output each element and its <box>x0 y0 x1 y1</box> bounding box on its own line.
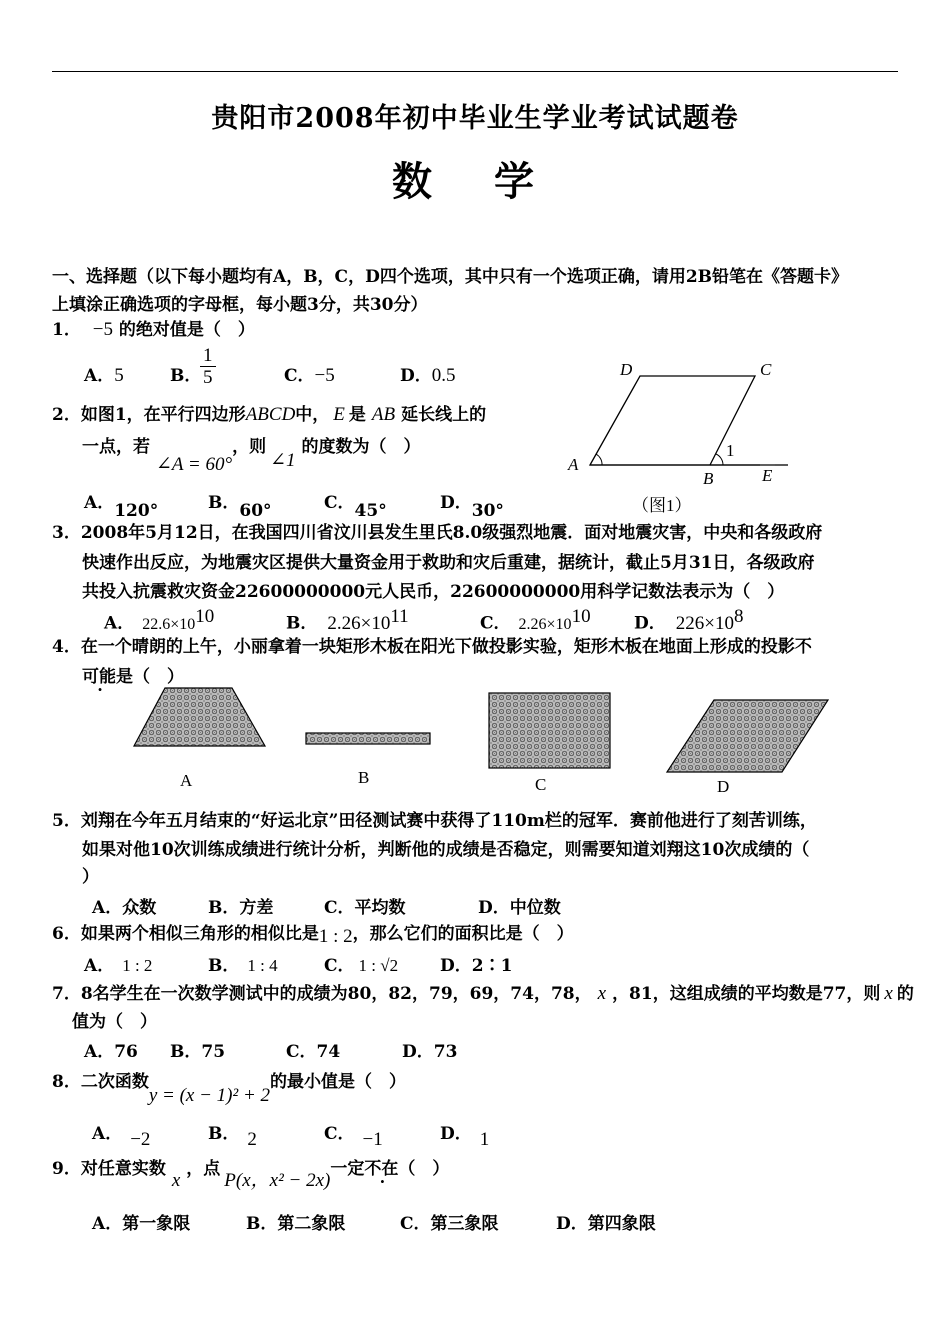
fig-label-a: A <box>568 455 579 474</box>
q8-option-d[interactable]: D． 1 <box>440 1124 490 1150</box>
q8-option-a[interactable]: A． −2 <box>92 1124 151 1150</box>
q9-option-c[interactable]: C．第三象限 <box>400 1214 499 1234</box>
q2-option-a[interactable]: A．120° <box>84 493 159 521</box>
shape-label-b: B <box>358 768 370 787</box>
shape-c-rectangle[interactable] <box>489 693 610 768</box>
q7-option-c[interactable]: C．74 <box>286 1042 341 1062</box>
q3-stem-line3: 共投入抗震救灾资金22600000000元人民币，22600000000用科学记数法表示为（ ） <box>82 582 785 602</box>
subject-title: 数 学 <box>392 158 558 205</box>
q5-option-a[interactable]: A．众数 <box>92 898 157 918</box>
q2-option-d[interactable]: D．30° <box>440 493 504 521</box>
q5-stem-line1: 5．刘翔在今年五月结束的“好运北京”田径测试赛中获得了110m栏的冠军．赛前他进行了刻苦训练， <box>52 811 817 831</box>
top-rule <box>52 71 898 72</box>
q1-number: 1． <box>52 320 81 340</box>
q1-option-a[interactable]: A．5 <box>84 365 124 386</box>
q8-stem: 8．二次函数y = (x − 1)² + 2的最小值是（ ） <box>52 1072 407 1106</box>
q6-stem: 6．如果两个相似三角形的相似比是1 : 2，那么它们的面积比是（ ） <box>52 924 574 947</box>
q4-shapes <box>120 680 850 800</box>
section1-instruction-2: 上填涂正确选项的字母框，每小题3分，共30分） <box>52 295 428 315</box>
q6-option-b[interactable]: B． 1 : 4 <box>208 956 278 976</box>
fig-label-1: 1 <box>726 441 735 460</box>
q3-stem-line2: 快速作出反应，为地震灾区提供大量资金用于救助和灾后重建，据统计，截止5月31日，各级政府 <box>82 553 815 573</box>
exam-title: 贵阳市2008年初中毕业生学业考试试题卷 <box>211 103 739 134</box>
q1-option-b-fraction: $\frac{1}{5}$ <box>200 345 216 388</box>
q8-option-c[interactable]: C． −1 <box>324 1124 383 1150</box>
q7-stem-line2: 值为（ ） <box>72 1012 157 1032</box>
q1-option-d[interactable]: D．0.5 <box>400 365 456 386</box>
section1-instruction-1: 一、选择题（以下每小题均有A，B，C，D四个选项，其中只有一个选项正确，请用2B铅笔在《答题卡》 <box>52 267 849 287</box>
q1-expr: −5 <box>92 319 113 340</box>
q5-stem-line3: ） <box>82 867 99 887</box>
q6-option-a[interactable]: A． 1 : 2 <box>84 956 153 976</box>
fig-label-d: D <box>620 360 633 379</box>
q9-option-d[interactable]: D．第四象限 <box>556 1214 656 1234</box>
q9-stem: 9．对任意实数x，点P(x，x² − 2x)一定不在（ ） <box>52 1159 450 1191</box>
q7-stem-line1: 7．8名学生在一次数学测试中的成绩为80，82，79，69，74，78， x ，81，这组成绩的平均数是77，则 x 的 <box>52 983 914 1004</box>
q6-option-d[interactable]: D．2∶1 <box>440 956 513 976</box>
q5-option-c[interactable]: C．平均数 <box>324 898 406 918</box>
q3-option-c[interactable]: C． $2.26\times 10^{10}$ <box>480 606 591 634</box>
q9-option-a[interactable]: A．第一象限 <box>92 1214 191 1234</box>
shape-a-trapezoid[interactable] <box>134 688 265 746</box>
fig-caption: （图1） <box>632 496 692 515</box>
q1-text: 的绝对值是（ ） <box>118 320 255 340</box>
q2-stem-line1: 2．如图1，在平行四边形ABCD中， E 是 AB 延长线上的 <box>52 404 487 425</box>
q5-option-b[interactable]: B．方差 <box>208 898 274 918</box>
q7-option-d[interactable]: D．73 <box>402 1042 458 1062</box>
shape-d-parallelogram[interactable] <box>667 700 828 772</box>
q5-option-d[interactable]: D．中位数 <box>478 898 561 918</box>
q9-option-b[interactable]: B．第二象限 <box>246 1214 346 1234</box>
figure-1-parallelogram <box>560 355 800 515</box>
q3-stem-line1: 3．2008年5月12日，在我国四川省汶川县发生里氏8.0级强烈地震．面对地震灾害，中央和各级政府 <box>52 523 823 543</box>
shape-label-a: A <box>180 771 193 790</box>
q3-option-b[interactable]: B． $2.26\times 10^{11}$ <box>286 606 409 634</box>
q3-option-d[interactable]: D． $226\times 10^8$ <box>634 606 744 634</box>
fig-label-c: C <box>760 360 772 379</box>
q6-option-c[interactable]: C． 1 : √2 <box>324 956 399 976</box>
shape-label-c: C <box>535 775 547 794</box>
q5-stem-line2: 如果对他10次训练成绩进行统计分析，判断他的成绩是否稳定，则需要知道刘翔这10次成绩的（ <box>82 840 810 860</box>
q7-option-a[interactable]: A．76 <box>84 1042 138 1062</box>
q2-option-b[interactable]: B．60° <box>208 493 272 521</box>
q1-option-c[interactable]: C．−5 <box>284 365 335 386</box>
fig-label-b: B <box>703 469 714 488</box>
q7-option-b[interactable]: B．75 <box>170 1042 226 1062</box>
q1-option-b-label[interactable]: B． <box>170 366 202 386</box>
q4-stem-line1: 4．在一个晴朗的上午，小丽拿着一块矩形木板在阳光下做投影实验，矩形木板在地面上形成的投影不 <box>52 637 812 657</box>
q4-stem-line2: 可能是（ ） <box>82 667 184 687</box>
fig-label-e: E <box>762 466 773 485</box>
q3-option-a[interactable]: A． $22.6\times 10^{10}$ <box>104 606 215 634</box>
q2-stem-line2: 一点，若∠A = 60°，则∠1的度数为（ ） <box>82 437 421 475</box>
shape-label-d: D <box>717 777 730 796</box>
q1-stem <box>52 315 255 341</box>
q8-option-b[interactable]: B． 2 <box>208 1124 257 1150</box>
q2-option-c[interactable]: C．45° <box>324 493 387 521</box>
shape-b-strip[interactable] <box>306 733 430 744</box>
